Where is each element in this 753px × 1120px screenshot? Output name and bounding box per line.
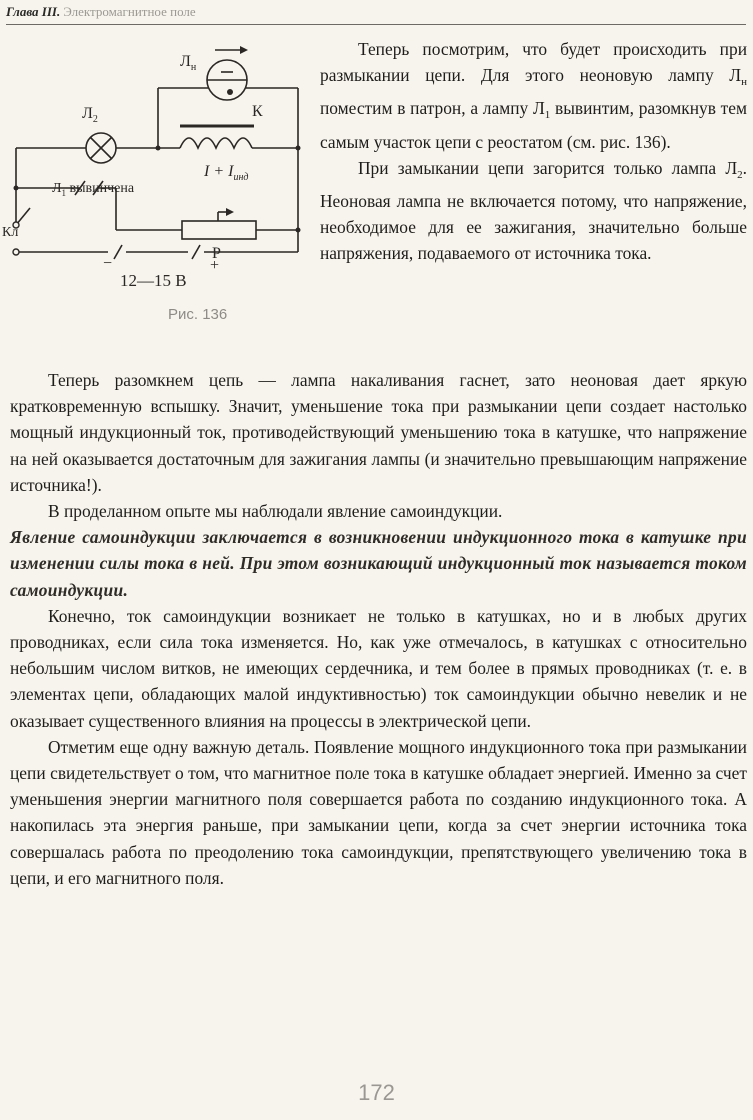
lamp2-label: $Л_2$	[82, 105, 98, 125]
circuit-diagram	[2, 40, 308, 330]
page-number: 172	[358, 1080, 395, 1105]
coil-symbol	[180, 138, 252, 148]
minus-sign: −	[103, 255, 113, 272]
paragraph-1: Теперь посмотрим, что будет происходить при размыкании цепи. Для этого неоновую лампу $Л_н$ поместим в патрон, а лампу $Л_1$ вывинтим, разомкнув тем самым участок цепи с реостатом (см. рис. 136).	[320, 39, 747, 152]
key-label: Кл	[2, 225, 19, 240]
running-header	[6, 2, 746, 25]
figure-caption: Рис. 136	[168, 306, 228, 323]
section-title: Электромагнитное поле	[63, 4, 196, 19]
chapter-label: Глава III.	[6, 4, 61, 19]
current-label: $I + I_{инд}$	[204, 163, 249, 183]
neon-lamp-label: $Л_н$	[180, 53, 197, 73]
circuit-figure	[2, 40, 308, 330]
coil-label: К	[252, 103, 263, 120]
lamp1-note: $Л_1$ вывинчена	[52, 181, 135, 198]
paragraph-2: При замыкании цепи загорится только лампа $Л_2$. Неоновая лампа не включается потому, что напряжение, необходимое для ее зажигания, значительно больше напряжения, подаваемого от источника тока.	[320, 157, 747, 264]
paragraph-6: Отметим еще одну важную деталь. Появление мощного индукционного тока при размыкании цепи свидетельствует о том, что магнитное поле тока в катушке обладает энергией. Именно за счет уменьшения энергии магнитного поля совершается работа по созданию индукционного тока. А накопилась эта энергия раньше, при замыкании цепи, когда за счет энергии источника тока совершалась работа по преодолению тока самоиндукции, препятствующего увеличению тока в цепи, и его магнитного поля.	[10, 736, 747, 888]
definition-text: Явление самоиндукции заключается в возникновении индукционного тока в катушке при изменении силы тока в ней. При этом возникающий индукционный ток называется током самоиндукции.	[10, 527, 747, 600]
paragraph-4: В проделанном опыте мы наблюдали явление самоиндукции.	[48, 501, 503, 522]
neon-arrow	[240, 46, 248, 54]
rheostat-label: Р	[212, 245, 221, 262]
main-text	[10, 367, 747, 891]
column-text	[320, 36, 747, 267]
paragraph-5: Конечно, ток самоиндукции возникает не только в катушках, но и в любых других проводниках, если сила тока изменяется. Но, как уже отмечалось, в катушках с относительно небольшим числом витков, не имеющих сердечника, и тем более в прямых проводниках (т. е. в элементах цепи, обладающих малой индуктивностью) ток самоиндукции обычно невелик и не оказывает существенного влияния на процессы в электрической цепи.	[10, 605, 747, 731]
voltage-label: 12—15 В	[120, 271, 187, 290]
plus-sign: +	[210, 257, 220, 274]
rheostat-symbol	[182, 221, 256, 239]
paragraph-3: Теперь разомкнем цепь — лампа накаливания гаснет, зато неоновая дает яркую кратковременную вспышку. Значит, уменьшение тока при размыкании цепи создает настолько мощный индукционный ток, противодействующий уменьшению тока в катушке, что напряжение на ней оказывается достаточным для зажигания лампы (и значительно превышающим напряжение источника!).	[10, 370, 747, 495]
